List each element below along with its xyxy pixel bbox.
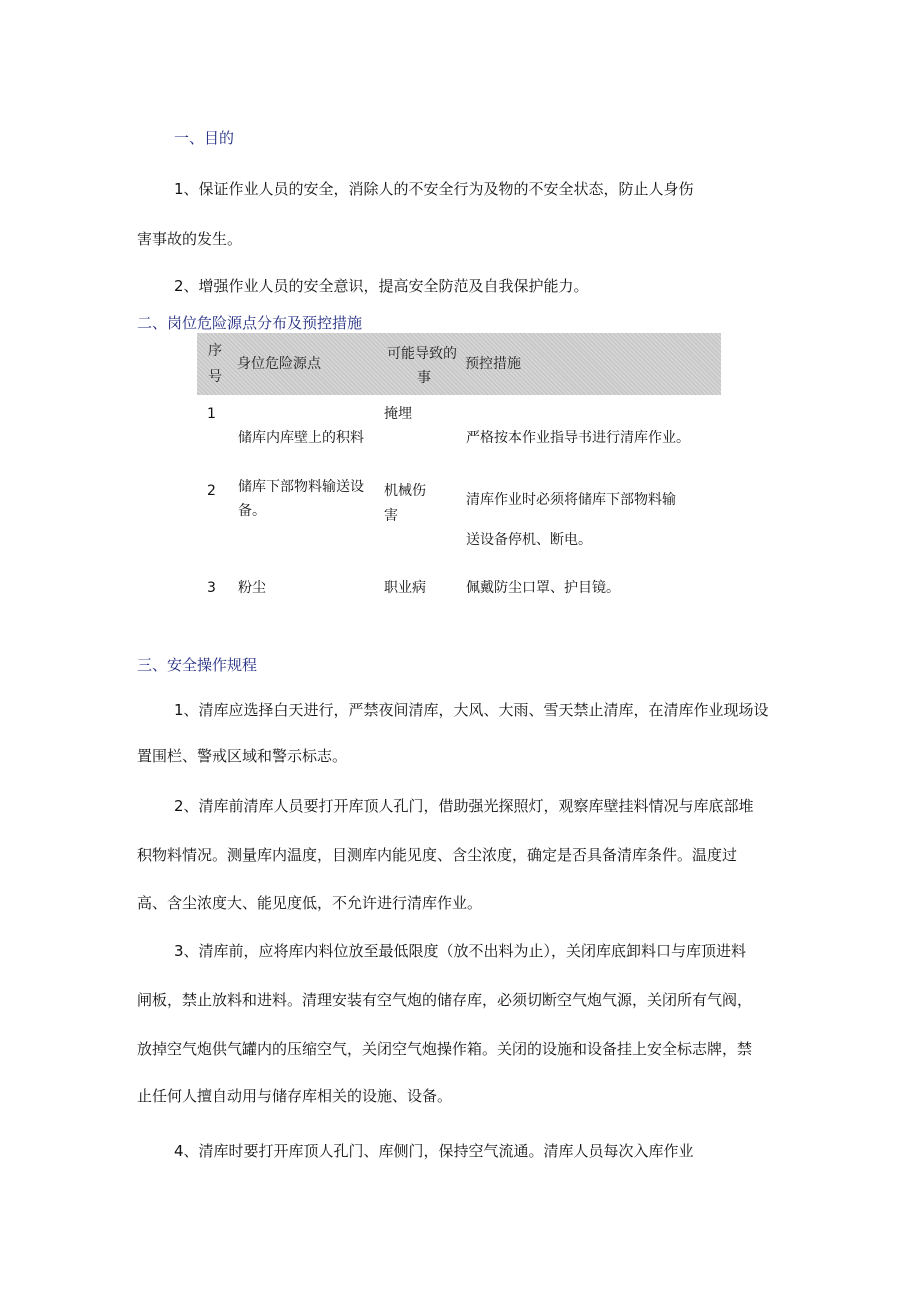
section-heading-purpose: 一、目的	[174, 129, 235, 147]
procedure-3-line-2: 闸板，禁止放料和进料。清理安装有空气炮的储存库，必须切断空气炮气源，关闭所有气阀，	[137, 991, 753, 1009]
row-3-index: 3	[207, 580, 216, 596]
header-hazard: 身位危险源点	[237, 356, 321, 372]
row-2-hazard-line-1: 储库下部物料输送设	[238, 479, 364, 495]
procedure-4-line-1: 4、清库时要打开库顶人孔门、库侧门，保持空气流通。清库人员每次入库作业	[174, 1142, 694, 1160]
procedure-3-line-3: 放掉空气炮供气罐内的压缩空气，关闭空气炮操作箱。关闭的设施和设备挂上安全标志牌，禁	[137, 1040, 753, 1058]
purpose-paragraph-2: 2、增强作业人员的安全意识，提高安全防范及自我保护能力。	[174, 277, 589, 295]
header-consequence-line-2: 事	[417, 370, 431, 386]
procedure-3-line-1: 3、清库前，应将库内料位放至最低限度（放不出料为止），关闭库底卸料口与库顶进料	[174, 942, 747, 960]
section-heading-procedures: 三、安全操作规程	[137, 656, 258, 674]
row-1-measures: 严格按本作业指导书进行清库作业。	[466, 430, 690, 446]
hazard-table-header	[197, 333, 721, 395]
procedure-1-line-1: 1、清库应选择白天进行，严禁夜间清库，大风、大雨、雪天禁止清库，在清库作业现场设	[174, 701, 769, 719]
row-1-index: 1	[207, 406, 216, 422]
procedure-2-line-3: 高、含尘浓度大、能见度低，不允许进行清库作业。	[137, 894, 483, 912]
row-2-hazard-line-2: 备。	[238, 503, 266, 519]
purpose-paragraph-1-line-1: 1、保证作业人员的安全，消除人的不安全行为及物的不安全状态，防止人身伤	[174, 180, 694, 198]
row-3-hazard: 粉尘	[238, 580, 266, 596]
procedure-2-line-2: 积物料情况。测量库内温度，目测库内能见度、含尘浓度，确定是否具备清库条件。温度过	[137, 846, 738, 864]
row-1-hazard: 储库内库壁上的积料	[238, 430, 364, 446]
header-measures: 预控措施	[465, 356, 521, 372]
purpose-paragraph-1-line-2: 害事故的发生。	[137, 230, 243, 248]
procedure-3-line-4: 止任何人擅自动用与储存库相关的设施、设备。	[137, 1087, 453, 1105]
procedure-2-line-1: 2、清库前清库人员要打开库顶人孔门，借助强光探照灯，观察库壁挂料情况与库底部堆	[174, 797, 754, 815]
row-3-measures: 佩戴防尘口罩、护目镜。	[466, 580, 620, 596]
header-index-line-2: 号	[208, 369, 222, 385]
procedure-1-line-2: 置围栏、警戒区域和警示标志。	[137, 747, 348, 765]
row-2-consequence-line-2: 害	[384, 508, 398, 524]
row-2-measures-line-2: 送设备停机、断电。	[466, 532, 592, 548]
section-heading-hazards: 二、岗位危险源点分布及预控措施	[137, 314, 363, 332]
header-index-line-1: 序	[208, 343, 222, 359]
row-2-measures-line-1: 清库作业时必须将储库下部物料输	[466, 492, 676, 508]
row-2-consequence-line-1: 机械伤	[384, 483, 426, 499]
row-2-index: 2	[207, 483, 216, 499]
row-1-consequence: 掩埋	[384, 406, 412, 422]
row-3-consequence: 职业病	[384, 580, 426, 596]
header-consequence-line-1: 可能导致的	[387, 346, 457, 362]
